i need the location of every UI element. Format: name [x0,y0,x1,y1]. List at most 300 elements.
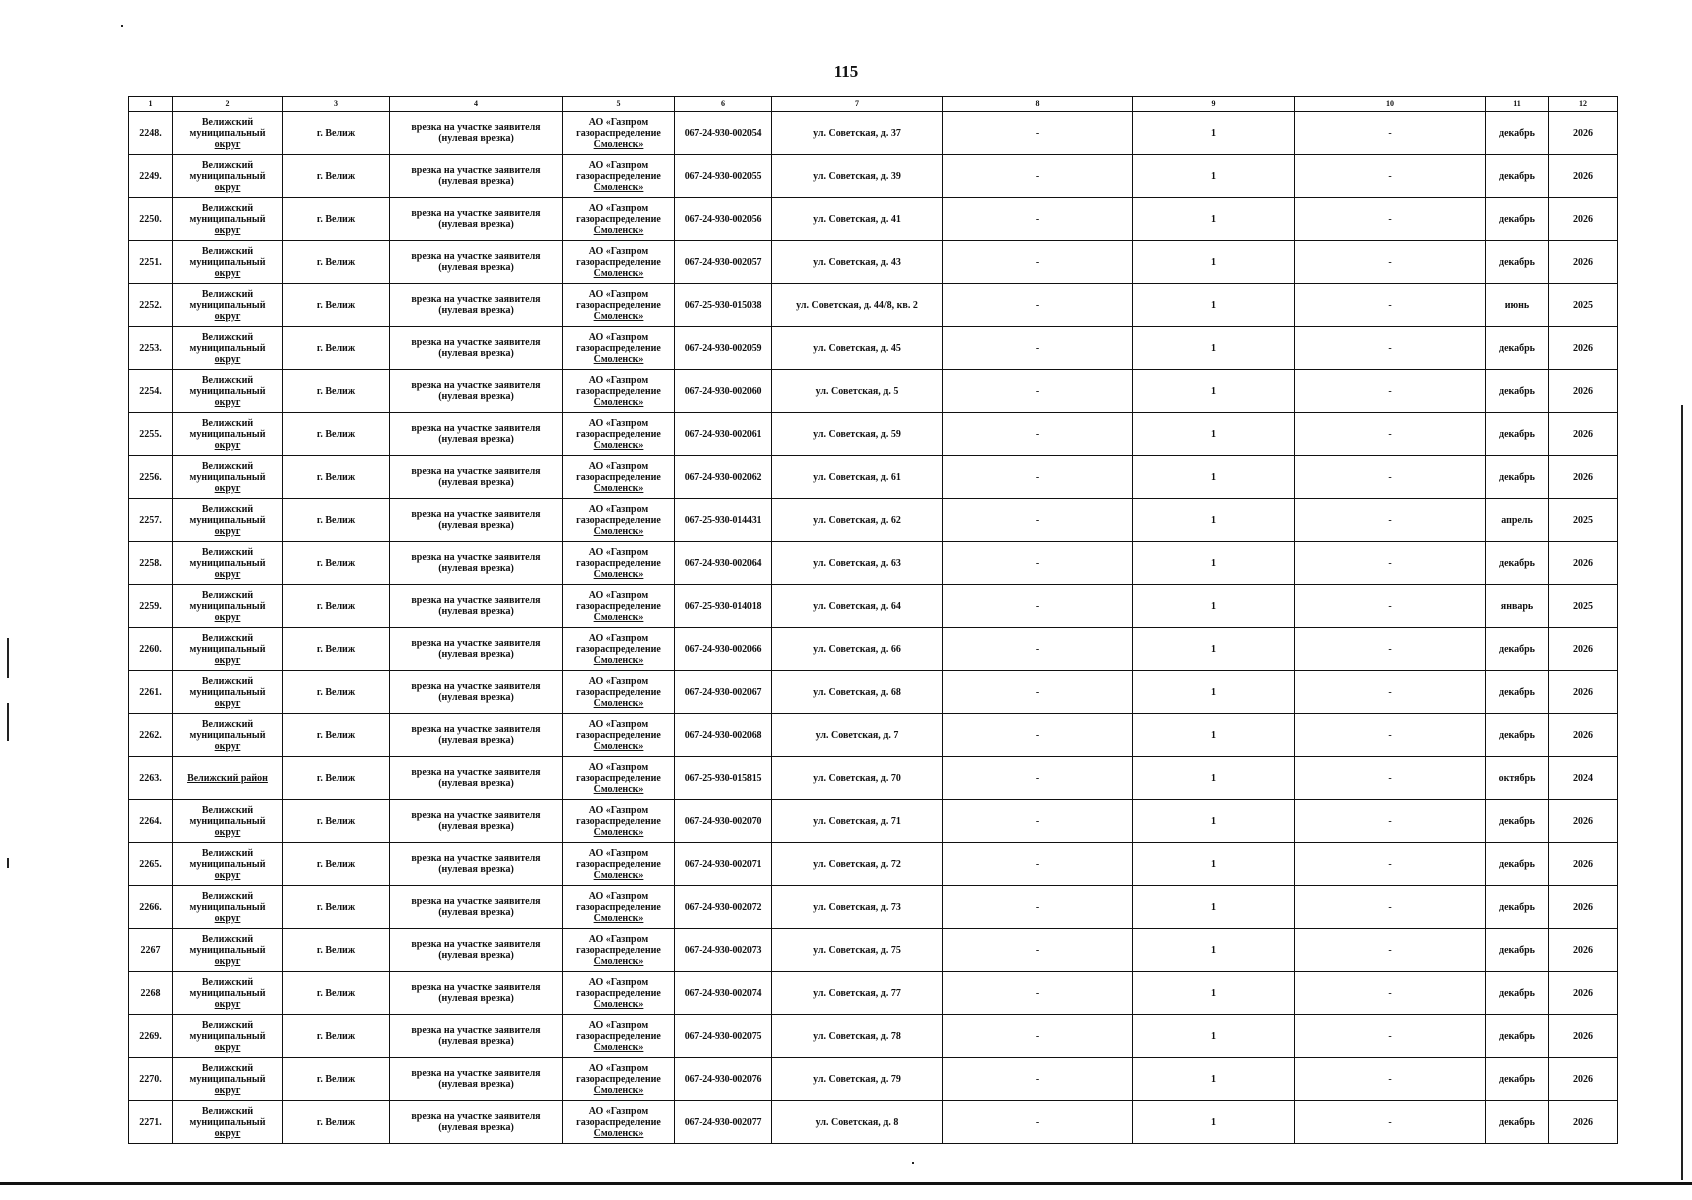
table-row [129,843,1618,886]
right-border-line [1681,405,1683,1180]
work-type-line: врезка на участке заявителя [411,896,541,907]
application-number-cell: 067-24-930-002067 [675,671,772,714]
district-line: округ [214,955,241,967]
organization-line: АО «Газпром [588,1019,649,1031]
city-cell: г. Велиж [283,284,390,327]
work-type-line: (нулевая врезка) [438,864,514,875]
work-type-line: (нулевая врезка) [438,434,514,445]
header-cell: 1 [129,97,173,112]
district-line: Велижский [201,374,254,386]
organization-cell [563,886,675,929]
district-line: Велижский [201,288,254,300]
year-cell: 2026 [1549,628,1618,671]
column-9-cell: 1 [1133,800,1295,843]
organization-line: газораспределение [576,815,661,827]
month-cell: декабрь [1486,886,1549,929]
address-cell: ул. Советская, д. 45 [772,327,943,370]
column-8-cell: - [943,155,1133,198]
organization-cell [563,757,675,800]
address-cell: ул. Советская, д. 70 [772,757,943,800]
organization-cell [563,1058,675,1101]
work-type-line: врезка на участке заявителя [411,853,541,864]
work-type-line: врезка на участке заявителя [411,294,541,305]
work-type-line: (нулевая врезка) [438,821,514,832]
header-cell: 5 [563,97,675,112]
district-cell [173,112,283,155]
organization-line: АО «Газпром [588,761,649,773]
work-type-cell [390,886,563,929]
row-number-cell: 2267 [129,929,173,972]
district-line: округ [214,654,241,666]
organization-line: АО «Газпром [588,331,649,343]
city-cell: г. Велиж [283,929,390,972]
year-cell: 2026 [1549,370,1618,413]
scan-speck [7,638,9,678]
work-type-cell [390,929,563,972]
year-cell: 2026 [1549,843,1618,886]
address-cell: ул. Советская, д. 62 [772,499,943,542]
work-type-cell [390,757,563,800]
work-type-cell [390,1101,563,1144]
month-cell: декабрь [1486,112,1549,155]
row-number-cell: 2257. [129,499,173,542]
work-type-line: (нулевая врезка) [438,649,514,660]
district-cell [173,327,283,370]
district-line: муниципальный [189,901,266,913]
district-cell [173,198,283,241]
address-cell: ул. Советская, д. 8 [772,1101,943,1144]
organization-line: газораспределение [576,858,661,870]
address-cell: ул. Советская, д. 44/8, кв. 2 [772,284,943,327]
organization-cell [563,499,675,542]
address-cell: ул. Советская, д. 41 [772,198,943,241]
column-10-cell: - [1295,112,1486,155]
application-number-cell: 067-24-930-002064 [675,542,772,585]
work-type-cell [390,542,563,585]
work-type-line: (нулевая врезка) [438,993,514,1004]
column-9-cell: 1 [1133,327,1295,370]
district-cell [173,542,283,585]
district-line: округ [214,826,241,838]
work-type-cell [390,198,563,241]
district-line: муниципальный [189,385,266,397]
organization-line: газораспределение [576,428,661,440]
row-number-cell: 2268 [129,972,173,1015]
organization-line: АО «Газпром [588,804,649,816]
table-row [129,284,1618,327]
district-line: Велижский [201,245,254,257]
work-type-line: (нулевая врезка) [438,391,514,402]
application-number-cell: 067-24-930-002070 [675,800,772,843]
organization-line: АО «Газпром [588,116,649,128]
table-row [129,112,1618,155]
organization-cell [563,929,675,972]
table-row [129,370,1618,413]
address-cell: ул. Советская, д. 66 [772,628,943,671]
column-10-cell: - [1295,843,1486,886]
district-line: муниципальный [189,944,266,956]
district-cell [173,370,283,413]
month-cell: декабрь [1486,413,1549,456]
scan-speck [7,703,9,741]
address-cell: ул. Советская, д. 77 [772,972,943,1015]
row-number-cell: 2261. [129,671,173,714]
work-type-line: (нулевая врезка) [438,735,514,746]
column-8-cell: - [943,671,1133,714]
page-number: 115 [833,62,859,81]
district-line: округ [214,310,241,322]
table-row [129,671,1618,714]
organization-line: газораспределение [576,1073,661,1085]
city-cell: г. Велиж [283,972,390,1015]
organization-line: Смоленск» [593,224,644,236]
column-8-cell: - [943,327,1133,370]
organization-line: газораспределение [576,901,661,913]
table-row [129,972,1618,1015]
district-line: округ [214,1127,241,1139]
city-cell: г. Велиж [283,370,390,413]
table-row [129,198,1618,241]
organization-line: Смоленск» [593,138,644,150]
city-cell: г. Велиж [283,1015,390,1058]
city-cell: г. Велиж [283,714,390,757]
work-type-cell [390,628,563,671]
work-type-cell [390,241,563,284]
column-9-cell: 1 [1133,284,1295,327]
row-number-cell: 2249. [129,155,173,198]
organization-line: газораспределение [576,213,661,225]
application-number-cell: 067-24-930-002071 [675,843,772,886]
address-cell: ул. Советская, д. 68 [772,671,943,714]
table-row [129,714,1618,757]
district-line: округ [214,568,241,580]
district-cell [173,886,283,929]
table-row [129,456,1618,499]
work-type-cell [390,585,563,628]
district-line: Велижский [201,1019,254,1031]
work-type-line: врезка на участке заявителя [411,595,541,606]
work-type-cell [390,155,563,198]
work-type-line: (нулевая врезка) [438,520,514,531]
column-10-cell: - [1295,284,1486,327]
year-cell: 2026 [1549,671,1618,714]
application-number-cell: 067-25-930-014431 [675,499,772,542]
district-cell [173,800,283,843]
table-row [129,155,1618,198]
organization-line: АО «Газпром [588,589,649,601]
organization-cell [563,327,675,370]
district-cell [173,843,283,886]
column-8-cell: - [943,198,1133,241]
column-9-cell: 1 [1133,155,1295,198]
application-number-cell: 067-25-930-015038 [675,284,772,327]
district-cell [173,413,283,456]
header-cell: 9 [1133,97,1295,112]
year-cell: 2026 [1549,1015,1618,1058]
column-10-cell: - [1295,542,1486,585]
work-type-line: врезка на участке заявителя [411,466,541,477]
table-row [129,1015,1618,1058]
organization-line: АО «Газпром [588,503,649,515]
row-number-cell: 2264. [129,800,173,843]
address-cell: ул. Советская, д. 64 [772,585,943,628]
month-cell: январь [1486,585,1549,628]
work-type-cell [390,843,563,886]
district-cell [173,456,283,499]
row-number-cell: 2255. [129,413,173,456]
year-cell: 2026 [1549,714,1618,757]
row-number-cell: 2262. [129,714,173,757]
district-cell [173,671,283,714]
district-line: округ [214,611,241,623]
year-cell: 2026 [1549,542,1618,585]
month-cell: декабрь [1486,456,1549,499]
organization-cell [563,671,675,714]
organization-line: Смоленск» [593,611,644,623]
organization-line: Смоленск» [593,998,644,1010]
column-8-cell: - [943,800,1133,843]
organization-cell [563,413,675,456]
column-9-cell: 1 [1133,112,1295,155]
district-line: Велижский [201,460,254,472]
column-8-cell: - [943,284,1133,327]
column-10-cell: - [1295,499,1486,542]
work-type-line: врезка на участке заявителя [411,810,541,821]
column-10-cell: - [1295,370,1486,413]
district-line: округ [214,439,241,451]
organization-line: газораспределение [576,643,661,655]
organization-line: Смоленск» [593,697,644,709]
city-cell: г. Велиж [283,1101,390,1144]
city-cell: г. Велиж [283,456,390,499]
year-cell: 2025 [1549,585,1618,628]
month-cell: декабрь [1486,1015,1549,1058]
work-type-line: (нулевая врезка) [438,262,514,273]
organization-cell [563,1015,675,1058]
column-9-cell: 1 [1133,370,1295,413]
column-8-cell: - [943,628,1133,671]
column-8-cell: - [943,843,1133,886]
column-9-cell: 1 [1133,542,1295,585]
column-9-cell: 1 [1133,1101,1295,1144]
work-type-line: (нулевая врезка) [438,907,514,918]
row-number-cell: 2265. [129,843,173,886]
header-cell: 4 [390,97,563,112]
organization-line: газораспределение [576,514,661,526]
row-number-cell: 2254. [129,370,173,413]
organization-line: Смоленск» [593,654,644,666]
organization-line: АО «Газпром [588,159,649,171]
district-line: муниципальный [189,213,266,225]
column-8-cell: - [943,929,1133,972]
work-type-line: врезка на участке заявителя [411,165,541,176]
year-cell: 2026 [1549,155,1618,198]
organization-cell [563,456,675,499]
organization-line: Смоленск» [593,568,644,580]
month-cell: апрель [1486,499,1549,542]
application-number-cell: 067-24-930-002077 [675,1101,772,1144]
organization-cell [563,800,675,843]
work-type-cell [390,1058,563,1101]
work-type-cell [390,112,563,155]
district-line: округ [214,181,241,193]
work-type-line: врезка на участке заявителя [411,208,541,219]
column-10-cell: - [1295,155,1486,198]
organization-line: газораспределение [576,299,661,311]
district-line: округ [214,525,241,537]
month-cell: декабрь [1486,929,1549,972]
work-type-line: (нулевая врезка) [438,348,514,359]
organization-line: АО «Газпром [588,374,649,386]
month-cell: декабрь [1486,327,1549,370]
work-type-line: врезка на участке заявителя [411,1025,541,1036]
header-cell: 2 [173,97,283,112]
city-cell: г. Велиж [283,843,390,886]
district-line: Велижский [201,331,254,343]
district-line: муниципальный [189,514,266,526]
district-line: муниципальный [189,686,266,698]
column-9-cell: 1 [1133,671,1295,714]
work-type-cell [390,499,563,542]
row-number-cell: 2259. [129,585,173,628]
column-10-cell: - [1295,972,1486,1015]
work-type-line: (нулевая врезка) [438,133,514,144]
organization-line: АО «Газпром [588,245,649,257]
organization-line: Смоленск» [593,439,644,451]
column-10-cell: - [1295,1101,1486,1144]
row-number-cell: 2251. [129,241,173,284]
column-10-cell: - [1295,413,1486,456]
city-cell: г. Велиж [283,886,390,929]
row-number-cell: 2260. [129,628,173,671]
month-cell: декабрь [1486,628,1549,671]
city-cell: г. Велиж [283,155,390,198]
district-line: Велижский [201,202,254,214]
organization-line: газораспределение [576,772,661,784]
application-number-cell: 067-24-930-002059 [675,327,772,370]
table-row [129,1058,1618,1101]
table-row [129,800,1618,843]
application-number-cell: 067-24-930-002068 [675,714,772,757]
year-cell: 2026 [1549,413,1618,456]
month-cell: июнь [1486,284,1549,327]
work-type-line: (нулевая врезка) [438,477,514,488]
address-cell: ул. Советская, д. 39 [772,155,943,198]
address-cell: ул. Советская, д. 43 [772,241,943,284]
column-9-cell: 1 [1133,585,1295,628]
address-cell: ул. Советская, д. 78 [772,1015,943,1058]
year-cell: 2026 [1549,456,1618,499]
work-type-line: (нулевая врезка) [438,305,514,316]
city-cell: г. Велиж [283,241,390,284]
work-type-cell [390,284,563,327]
district-line: муниципальный [189,342,266,354]
application-number-cell: 067-24-930-002057 [675,241,772,284]
column-8-cell: - [943,585,1133,628]
address-cell: ул. Советская, д. 72 [772,843,943,886]
application-number-cell: 067-24-930-002076 [675,1058,772,1101]
organization-line: Смоленск» [593,826,644,838]
row-number-cell: 2250. [129,198,173,241]
organization-line: Смоленск» [593,396,644,408]
organization-cell [563,112,675,155]
district-line: округ [214,353,241,365]
organization-line: АО «Газпром [588,632,649,644]
work-type-line: (нулевая врезка) [438,778,514,789]
work-type-cell [390,714,563,757]
month-cell: декабрь [1486,198,1549,241]
work-type-line: (нулевая врезка) [438,563,514,574]
organization-line: газораспределение [576,1116,661,1128]
district-line: Велижский [201,1105,254,1117]
table-row [129,585,1618,628]
district-line: муниципальный [189,729,266,741]
organization-line: АО «Газпром [588,202,649,214]
address-cell: ул. Советская, д. 71 [772,800,943,843]
organization-line: Смоленск» [593,783,644,795]
organization-line: газораспределение [576,686,661,698]
column-9-cell: 1 [1133,628,1295,671]
table-row [129,327,1618,370]
year-cell: 2026 [1549,1058,1618,1101]
work-type-cell [390,327,563,370]
year-cell: 2026 [1549,800,1618,843]
application-number-cell: 067-24-930-002075 [675,1015,772,1058]
month-cell: декабрь [1486,800,1549,843]
district-cell [173,284,283,327]
district-cell [173,1058,283,1101]
district-cell [173,585,283,628]
column-10-cell: - [1295,628,1486,671]
table-header [129,97,1618,112]
organization-line: газораспределение [576,987,661,999]
organization-line: АО «Газпром [588,546,649,558]
district-line: муниципальный [189,815,266,827]
work-type-line: (нулевая врезка) [438,950,514,961]
district-line: муниципальный [189,643,266,655]
year-cell: 2026 [1549,972,1618,1015]
column-10-cell: - [1295,456,1486,499]
year-cell: 2025 [1549,499,1618,542]
city-cell: г. Велиж [283,628,390,671]
district-line: муниципальный [189,1116,266,1128]
header-cell: 8 [943,97,1133,112]
application-number-cell: 067-24-930-002066 [675,628,772,671]
year-cell: 2025 [1549,284,1618,327]
district-line: округ [214,998,241,1010]
address-cell: ул. Советская, д. 59 [772,413,943,456]
column-8-cell: - [943,456,1133,499]
organization-cell [563,198,675,241]
column-8-cell: - [943,714,1133,757]
district-cell [173,929,283,972]
district-line: округ [214,869,241,881]
column-9-cell: 1 [1133,886,1295,929]
district-line: Велижский [201,976,254,988]
header-cell: 3 [283,97,390,112]
district-line: муниципальный [189,299,266,311]
registry-table [128,96,1618,1144]
district-line: Велижский [201,890,254,902]
organization-line: АО «Газпром [588,847,649,859]
work-type-cell [390,1015,563,1058]
address-cell: ул. Советская, д. 37 [772,112,943,155]
organization-cell [563,155,675,198]
table-row [129,886,1618,929]
application-number-cell: 067-25-930-014018 [675,585,772,628]
work-type-line: врезка на участке заявителя [411,509,541,520]
month-cell: декабрь [1486,1101,1549,1144]
